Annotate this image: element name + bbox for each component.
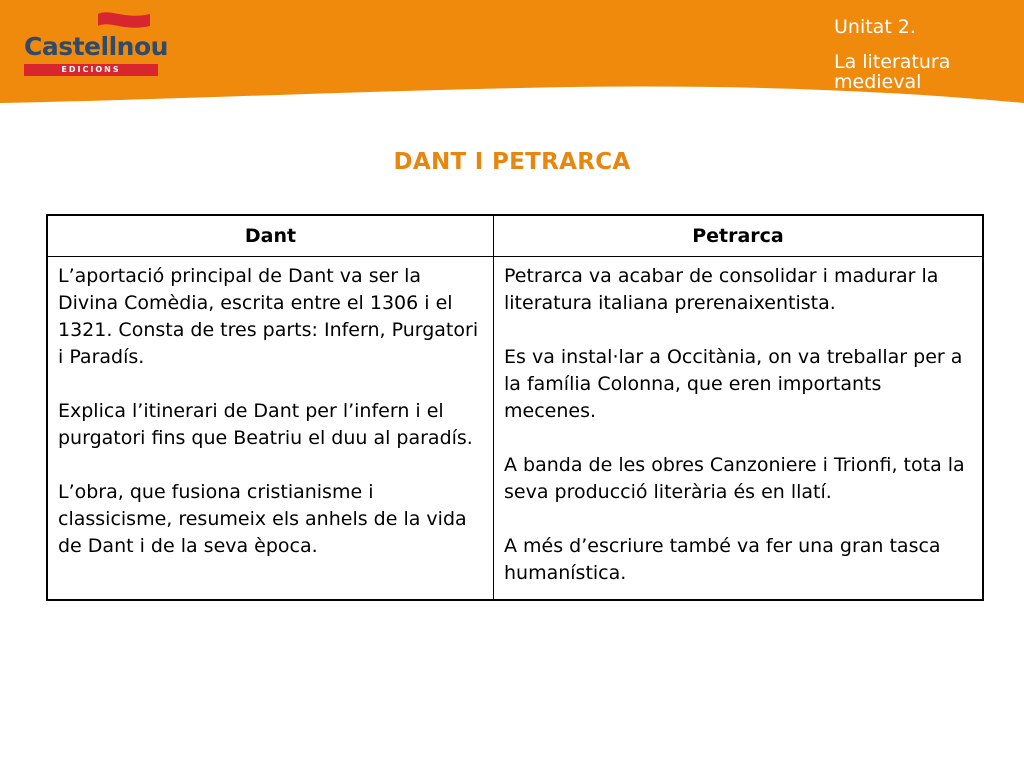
- comparison-table: [46, 214, 984, 601]
- castellnou-logo: [22, 10, 168, 80]
- dant-cell: [47, 257, 494, 601]
- table-row: [47, 257, 983, 601]
- unit-title: Unitat 2.: [834, 16, 916, 38]
- logo-name: Castellnou: [24, 32, 168, 61]
- petrarca-paragraph: A més d’escriure també va fer una gran tasca humanística.: [504, 535, 941, 584]
- page-title: DANT I PETRARCA: [393, 149, 631, 175]
- dant-paragraph: L’aportació principal de Dant va ser la Divina Comèdia, escrita entre el 1306 i el 1321. Consta de tres parts: Infern, Purgatori i Paradís.: [58, 265, 479, 368]
- petrarca-paragraph: Petrarca va acabar de consolidar i madurar la literatura italiana prerenaixentista.: [504, 265, 939, 314]
- petrarca-cell: [494, 257, 984, 601]
- table-header-row: [47, 215, 983, 257]
- petrarca-paragraph: Es va instal·lar a Occitània, on va treballar per a la família Colonna, que eren importants mecenes.: [504, 346, 963, 422]
- logo-subtitle: EDICIONS: [24, 64, 158, 76]
- unit-subtitle: La literatura medieval: [834, 51, 951, 93]
- dant-paragraph: Explica l’itinerari de Dant per l’infern i el purgatori fins que Beatriu el duu al paradís.: [58, 400, 473, 449]
- dant-paragraph: L’obra, que fusiona cristianisme i classicisme, resumeix els anhels de la vida de Dant i de la seva època.: [58, 481, 467, 557]
- column-header-dant: Dant: [47, 215, 494, 257]
- column-header-petrarca: Petrarca: [494, 215, 984, 257]
- petrarca-paragraph: A banda de les obres Canzoniere i Trionfi, tota la seva producció literària és en llatí.: [504, 454, 965, 503]
